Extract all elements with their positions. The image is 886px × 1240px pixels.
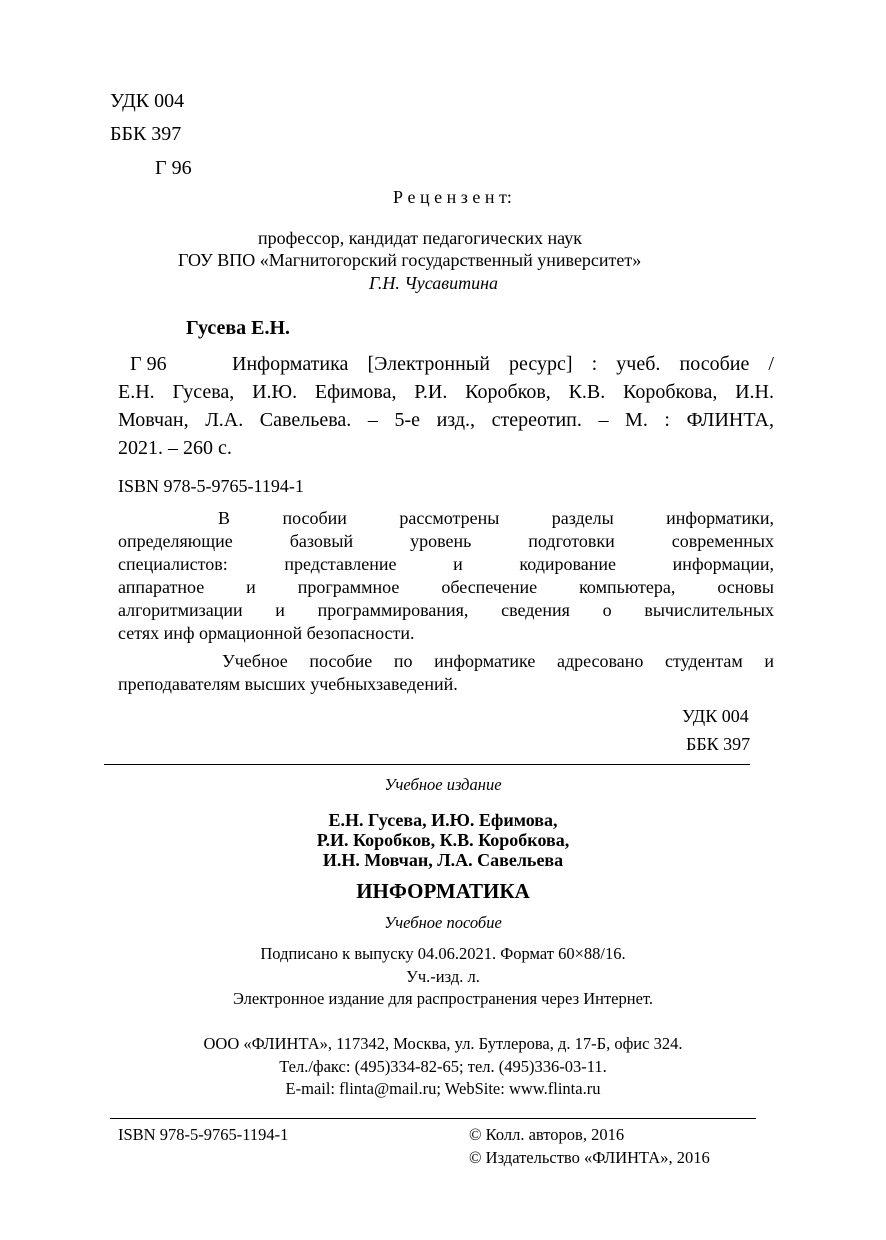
divider-rule [110,1118,756,1119]
bib-title-line: Информатика [Электронный ресурс] : учеб. пособие / [232,353,774,375]
annotation-line: аппаратное и программное обеспечение компьютера, основы [118,577,774,597]
publisher-phones: Тел./факс: (495)334-82-65; тел. (495)336-03-11. [279,1057,607,1076]
annotation-audience-line: Учебное пособие по информатике адресовано студентам и [222,651,774,671]
header-author-mark: Г 96 [155,157,192,179]
imprint-electronic: Электронное издание для распространения через Интернет. [232,989,654,1008]
reviewer-name: Г.Н. Чусавитина [369,273,499,293]
divider-rule [104,764,750,765]
header-bbk: ББК 397 [110,123,182,145]
bib-pages-line: 2021. – 260 с. [118,437,232,459]
bib-authors-line: Е.Н. Гусева, И.Ю. Ефимова, Р.И. Коробков, К.В. Коробкова, И.Н. [118,381,774,403]
imprint-authors-line: И.Н. Мовчан, Л.А. Савельева [322,850,564,870]
bib-publisher-line: Мовчан, Л.А. Савельева. – 5-е изд., стереотип. – М. : ФЛИНТА, [118,409,774,431]
footer-copyright-publisher: © Издательство «ФЛИНТА», 2016 [469,1148,710,1167]
footer-copyright-authors: © Колл. авторов, 2016 [469,1125,625,1144]
bib-author-mark: Г 96 [130,353,167,375]
footer-isbn: ISBN 978-5-9765-1194-1 [118,1125,289,1144]
imprint-authors-line: Е.Н. Гусева, И.Ю. Ефимова, [328,810,558,830]
publisher-contacts: E-mail: flinta@mail.ru; WebSite: www.flinta.ru [285,1079,601,1098]
annotation-bbk: ББК 397 [686,734,751,754]
book-title: ИНФОРМАТИКА [356,879,530,903]
annotation-line: алгоритмизации и программирования, сведения о вычислительных [118,600,774,620]
reviewer-heading: Р е ц е н з е н т: [393,187,512,207]
book-subtitle: Учебное пособие [384,913,502,932]
annotation-line: сетях инф ормационной безопасности. [118,623,415,643]
bib-isbn: ISBN 978-5-9765-1194-1 [118,476,304,496]
bib-author: Гусева Е.Н. [186,317,291,339]
annotation-line: определяющие базовый уровень подготовки современных [118,531,774,551]
reviewer-title-line: профессор, кандидат педагогических наук [258,228,582,248]
header-udk: УДК 004 [110,90,185,112]
annotation-line: специалистов: представление и кодирование информации, [118,554,774,574]
imprint-uch-izd: Уч.-изд. л. [406,967,480,986]
annotation-line: В пособии рассмотрены разделы информатики, [218,508,774,528]
imprint-authors-line: Р.И. Коробков, К.В. Коробкова, [316,830,570,850]
publisher-address: ООО «ФЛИНТА», 117342, Москва, ул. Бутлерова, д. 17-Б, офис 324. [203,1034,683,1053]
imprint-signed: Подписано к выпуску 04.06.2021. Формат 60×88/16. [260,944,626,963]
annotation-audience-line: преподавателям высших учебныхзаведений. [118,674,458,694]
edition-type: Учебное издание [384,775,502,794]
annotation-udk: УДК 004 [682,706,749,726]
reviewer-organization: ГОУ ВПО «Магнитогорский государственный университет» [178,250,642,270]
